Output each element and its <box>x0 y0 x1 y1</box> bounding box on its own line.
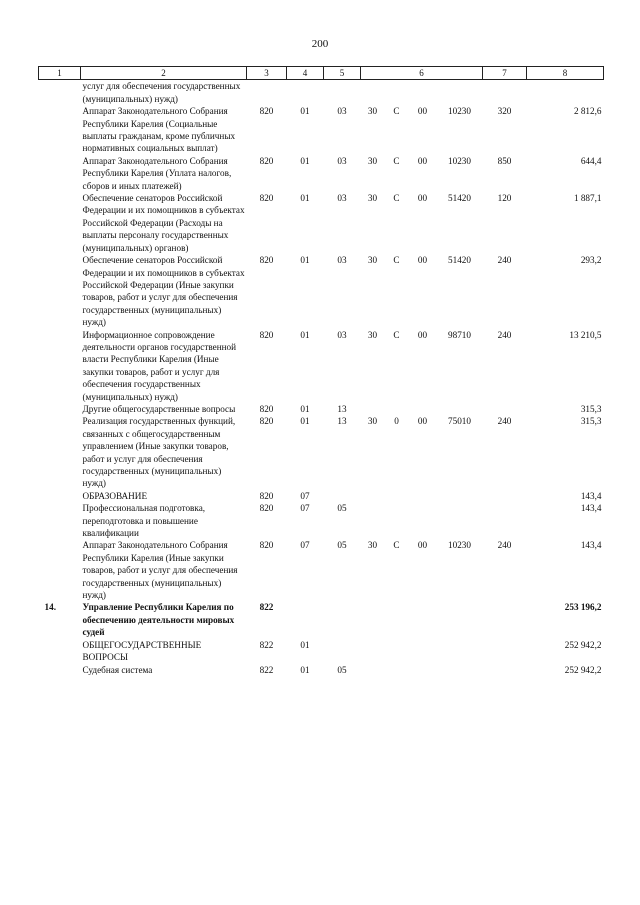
row-code-3: 820 <box>259 540 274 551</box>
row-code-3: 820 <box>259 329 274 340</box>
row-code-5: 03 <box>337 155 347 166</box>
row-amount <box>527 80 604 105</box>
row-code-4: 01 <box>300 155 310 166</box>
row-code-6c: 00 <box>417 255 428 266</box>
col-header: 5 <box>324 67 361 80</box>
row-amount: 252 942,2 <box>564 664 602 675</box>
col-header: 7 <box>483 67 527 80</box>
table-row <box>39 539 604 601</box>
col-header: 4 <box>287 67 324 80</box>
row-code-6c <box>409 664 437 676</box>
row-code-7: 240 <box>497 255 512 266</box>
row-code-6c: 00 <box>417 540 428 551</box>
row-code-5 <box>324 490 361 502</box>
row-code-4 <box>287 80 324 105</box>
row-code-3: 820 <box>259 403 274 414</box>
row-code-6b: С <box>393 155 400 166</box>
row-amount: 315,3 <box>580 416 602 427</box>
row-code-4: 01 <box>300 403 310 414</box>
row-code-7 <box>483 502 527 539</box>
row-code-7: 850 <box>497 155 512 166</box>
row-code-3: 820 <box>259 255 274 266</box>
row-code-6d <box>437 403 483 415</box>
col-header: 1 <box>39 67 81 80</box>
table-row <box>39 329 604 403</box>
row-code-5 <box>324 80 361 105</box>
budget-table <box>38 66 604 676</box>
row-amount: 1 887,1 <box>573 193 602 204</box>
row-code-4: 01 <box>300 639 310 650</box>
row-number <box>39 490 81 502</box>
row-code-6c: 00 <box>417 329 428 340</box>
row-amount: 253 196,2 <box>564 602 602 613</box>
row-name: Аппарат Законодательного Собрания Республики Карелия (Социальные выплаты гражданам, кроме публичных нормативных социальных выплат) <box>82 106 236 154</box>
row-code-3: 820 <box>259 490 274 501</box>
row-code-4: 07 <box>300 503 310 514</box>
row-code-6d: 75010 <box>448 416 471 427</box>
row-code-6a: 30 <box>367 155 378 166</box>
row-amount: 2 812,6 <box>573 106 602 117</box>
row-code-4: 07 <box>300 540 310 551</box>
row-code-4: 01 <box>300 416 310 427</box>
row-number <box>39 254 81 328</box>
table-row <box>39 105 604 155</box>
row-code-6a: 30 <box>367 329 378 340</box>
page-number: 200 <box>311 38 329 50</box>
table-row <box>39 490 604 502</box>
row-code-5: 03 <box>337 106 347 117</box>
row-code-6a: 30 <box>367 193 378 204</box>
row-number <box>39 539 81 601</box>
row-code-7 <box>483 639 527 664</box>
row-code-6b: С <box>393 255 400 266</box>
row-code-7 <box>483 664 527 676</box>
row-code-5: 13 <box>337 403 347 414</box>
row-amount: 252 942,2 <box>564 639 602 650</box>
table-row <box>39 415 604 489</box>
row-amount: 143,4 <box>580 503 602 514</box>
row-code-5: 05 <box>337 664 347 675</box>
row-amount: 293,2 <box>580 255 602 266</box>
table-row <box>39 192 604 254</box>
row-number <box>39 639 81 664</box>
row-code-6c <box>409 403 437 415</box>
col-header: 3 <box>247 67 287 80</box>
row-code-6a: 30 <box>367 106 378 117</box>
row-name: Судебная система <box>82 664 153 675</box>
row-code-7: 120 <box>497 193 512 204</box>
row-code-7 <box>483 490 527 502</box>
row-code-6b <box>385 639 409 664</box>
row-name: Профессиональная подготовка, переподготовка и повышение квалификации <box>82 503 206 539</box>
row-code-6c: 00 <box>417 106 428 117</box>
row-number <box>39 415 81 489</box>
row-name: услуг для обеспечения государственных (муниципальных) нужд) <box>82 81 241 104</box>
table-row <box>39 155 604 192</box>
table-row <box>39 601 604 638</box>
row-amount: 644,4 <box>580 155 602 166</box>
row-code-4 <box>287 601 324 638</box>
table-row <box>39 664 604 676</box>
row-number <box>39 664 81 676</box>
row-code-4: 07 <box>300 490 310 501</box>
row-code-5: 13 <box>337 416 347 427</box>
row-code-7: 320 <box>497 106 512 117</box>
row-code-6c <box>409 601 437 638</box>
table-row <box>39 80 604 105</box>
row-amount: 143,4 <box>580 490 602 501</box>
row-code-7 <box>483 403 527 415</box>
col-header: 6 <box>361 67 483 80</box>
row-code-6d <box>437 664 483 676</box>
row-code-7: 240 <box>497 540 512 551</box>
row-code-6b <box>385 490 409 502</box>
row-code-5 <box>324 601 361 638</box>
row-code-6b <box>385 664 409 676</box>
row-number <box>39 403 81 415</box>
row-code-6c: 00 <box>417 193 428 204</box>
row-code-6d: 51420 <box>448 193 471 204</box>
row-code-5: 03 <box>337 329 347 340</box>
row-code-6a <box>361 490 385 502</box>
row-name: ОБРАЗОВАНИЕ <box>82 490 148 501</box>
row-code-5: 03 <box>337 193 347 204</box>
row-number: 14. <box>44 602 56 613</box>
row-code-3: 820 <box>259 193 274 204</box>
row-code-5: 05 <box>337 503 347 514</box>
row-code-6b: С <box>393 106 400 117</box>
row-code-7 <box>483 601 527 638</box>
row-code-6d <box>437 502 483 539</box>
row-number <box>39 155 81 192</box>
table-row <box>39 502 604 539</box>
row-code-7: 240 <box>497 416 512 427</box>
row-number <box>39 192 81 254</box>
row-name: Аппарат Законодательного Собрания Республики Карелия (Иные закупки товаров, работ и услуг для обеспечения государственных (муниципальных) нужд) <box>82 540 238 601</box>
row-code-6a: 30 <box>367 416 378 427</box>
row-code-6c <box>409 80 437 105</box>
row-code-3 <box>247 80 287 105</box>
row-code-6b <box>385 80 409 105</box>
row-code-3: 822 <box>259 664 274 675</box>
table-row <box>39 639 604 664</box>
row-code-6c: 00 <box>417 416 428 427</box>
row-code-6c: 00 <box>417 155 428 166</box>
row-code-6b: С <box>393 329 400 340</box>
row-code-6d: 10230 <box>448 106 471 117</box>
row-name: Обеспечение сенаторов Российской Федерации и их помощников в субъектах Российской Федерации (Иные закупки товаров, работ и услуг для обеспечения государственных (муниципальных) нужд) <box>82 255 245 328</box>
row-code-6b <box>385 601 409 638</box>
row-name: Управление Республики Карелия по обеспечению деятельности мировых судей <box>82 602 235 638</box>
row-code-6b: С <box>393 540 400 551</box>
row-code-4: 01 <box>300 329 310 340</box>
row-code-3: 820 <box>259 503 274 514</box>
row-name: Другие общегосударственные вопросы <box>82 403 236 414</box>
row-amount: 143,4 <box>580 540 602 551</box>
row-code-6c <box>409 639 437 664</box>
row-code-3: 822 <box>259 639 274 650</box>
row-code-4: 01 <box>300 106 310 117</box>
row-name: Информационное сопровождение деятельности органов государственной власти Республики Карелия (Иные закупки товаров, работ и услуг для обеспечения государственных (муниципальных) нужд) <box>82 329 237 402</box>
table-row <box>39 254 604 328</box>
table-row <box>39 403 604 415</box>
row-code-6d <box>437 639 483 664</box>
row-code-3: 820 <box>259 155 274 166</box>
row-name: ОБЩЕГОСУДАРСТВЕННЫЕ ВОПРОСЫ <box>82 639 202 663</box>
row-code-3: 822 <box>259 602 274 613</box>
row-name: Обеспечение сенаторов Российской Федерации и их помощников в субъектах Российской Федерации (Расходы на выплаты персоналу государственных (муниципальных) органов) <box>82 193 245 253</box>
row-name: Реализация государственных функций, связанных с общегосударственным управлением (Иные закупки товаров, работ и услуг для обеспечения государственных (муниципальных) нужд) <box>82 416 236 489</box>
row-code-6d: 98710 <box>448 329 471 340</box>
row-code-6d <box>437 80 483 105</box>
row-number <box>39 80 81 105</box>
row-code-6d: 10230 <box>448 155 471 166</box>
row-code-6a <box>361 639 385 664</box>
row-number <box>39 329 81 403</box>
row-name: Аппарат Законодательного Собрания Республики Карелия (Уплата налогов, сборов и иных платежей) <box>82 155 232 191</box>
row-code-3: 820 <box>259 416 274 427</box>
row-code-6a <box>361 601 385 638</box>
row-code-6a <box>361 664 385 676</box>
row-code-6b: С <box>393 193 400 204</box>
row-code-6c <box>409 502 437 539</box>
table-header-row <box>39 67 604 80</box>
col-header: 2 <box>81 67 247 80</box>
row-code-4: 01 <box>300 664 310 675</box>
row-code-6b: 0 <box>394 416 399 427</box>
row-code-4: 01 <box>300 193 310 204</box>
row-code-6a: 30 <box>367 255 378 266</box>
row-amount: 13 210,5 <box>569 329 602 340</box>
row-code-7 <box>483 80 527 105</box>
row-code-6a <box>361 80 385 105</box>
row-amount: 315,3 <box>580 403 602 414</box>
row-code-6b <box>385 403 409 415</box>
row-code-7: 240 <box>497 329 512 340</box>
row-code-6d <box>437 490 483 502</box>
row-code-6c <box>409 490 437 502</box>
row-number <box>39 105 81 155</box>
row-code-6d: 10230 <box>448 540 471 551</box>
row-code-5: 05 <box>337 540 347 551</box>
row-code-3: 820 <box>259 106 274 117</box>
row-code-5: 03 <box>337 255 347 266</box>
row-code-6a: 30 <box>367 540 378 551</box>
row-code-6a <box>361 502 385 539</box>
row-code-6a <box>361 403 385 415</box>
row-code-5 <box>324 639 361 664</box>
row-code-6b <box>385 502 409 539</box>
row-number <box>39 502 81 539</box>
row-code-6d <box>437 601 483 638</box>
row-code-4: 01 <box>300 255 310 266</box>
row-code-6d: 51420 <box>448 255 471 266</box>
col-header: 8 <box>527 67 604 80</box>
